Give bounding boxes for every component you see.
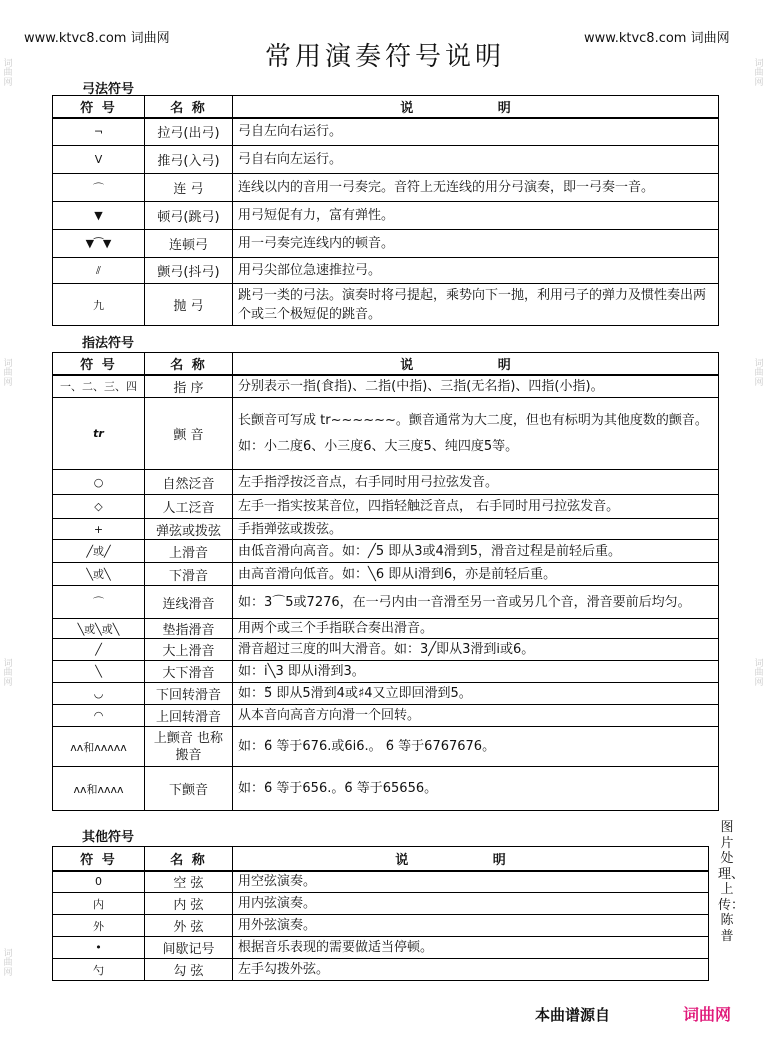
- header-symbol: 符 号: [53, 96, 145, 118]
- header-desc: 说 明: [233, 353, 719, 375]
- name-cell: 自然泛音: [145, 470, 233, 495]
- desc-cell: 如：3⌒5或7276，在一弓内由一音滑至另一音或另几个音，滑音要前后均匀。: [233, 586, 719, 619]
- table-row: [53, 118, 719, 146]
- name-cell: 拉弓(出弓): [145, 118, 233, 146]
- bow-table: [52, 95, 719, 326]
- symbol-cell: ◇: [53, 495, 145, 519]
- name-cell: 上滑音: [145, 540, 233, 563]
- side-watermark: 词曲网: [3, 59, 13, 88]
- symbol-cell: ▼: [53, 202, 145, 230]
- watermark-right: www.ktvc8.com 词曲网: [584, 31, 730, 46]
- table-row: [53, 661, 719, 683]
- desc-cell: 用两个或三个手指联合奏出滑音。: [233, 619, 719, 639]
- side-watermark: 词曲网: [754, 659, 764, 688]
- name-cell: 勾 弦: [145, 959, 233, 981]
- table-row: [53, 258, 719, 284]
- side-watermark: 词曲网: [3, 359, 13, 388]
- symbol-cell: ⌒: [53, 586, 145, 619]
- name-cell: 空 弦: [145, 871, 233, 893]
- desc-cell: 跳弓一类的弓法。演奏时将弓提起，乘势向下一抛，利用弓子的弹力及惯性奏出两个或三个极短促的跳音。: [233, 284, 719, 326]
- name-cell: 上颤音 也称搬音: [145, 727, 233, 767]
- name-cell: 下回转滑音: [145, 683, 233, 705]
- symbol-cell: 内: [53, 893, 145, 915]
- symbol-cell: V: [53, 146, 145, 174]
- table-row: [53, 683, 719, 705]
- page-title: 常用演奏符号说明: [264, 42, 505, 72]
- other-section-heading: 其他符号: [82, 830, 135, 845]
- table-row: [53, 202, 719, 230]
- desc-cell: 根据音乐表现的需要做适当停顿。: [233, 937, 709, 959]
- symbol-cell: ▼⁀▼: [53, 230, 145, 258]
- finger-table: [52, 352, 719, 811]
- symbol-cell: ◡: [53, 683, 145, 705]
- name-cell: 顿弓(跳弓): [145, 202, 233, 230]
- desc-cell: 弓自左向右运行。: [233, 118, 719, 146]
- table-row: [53, 893, 709, 915]
- name-cell: 下颤音: [145, 767, 233, 811]
- name-cell: 人工泛音: [145, 495, 233, 519]
- symbol-cell: ⫽: [53, 258, 145, 284]
- table-row: [53, 915, 709, 937]
- site-logo[interactable]: 词曲网: [683, 1005, 732, 1024]
- table-row: [53, 705, 719, 727]
- name-cell: 指 序: [145, 375, 233, 398]
- desc-cell: 用空弦演奏。: [233, 871, 709, 893]
- side-watermark: 词曲网: [754, 359, 764, 388]
- symbol-cell: ʌʌ和ʌʌʌʌʌ: [53, 727, 145, 767]
- name-cell: 垫指滑音: [145, 619, 233, 639]
- table-row: [53, 375, 719, 398]
- symbol-cell: 勺: [53, 959, 145, 981]
- name-cell: 推弓(入弓): [145, 146, 233, 174]
- header-symbol: 符 号: [53, 847, 145, 871]
- desc-cell: 由高音滑向低音。如：╲6 即从i滑到6，亦是前轻后重。: [233, 563, 719, 586]
- table-row: [53, 871, 709, 893]
- name-cell: 下滑音: [145, 563, 233, 586]
- desc-cell: 用外弦演奏。: [233, 915, 709, 937]
- symbol-cell: ╲或╲或╲: [53, 619, 145, 639]
- desc-cell: 手指弹弦或拨弦。: [233, 519, 719, 540]
- desc-cell: 长颤音可写成 tr~~~~~~。颤音通常为大二度，但也有标明为其他度数的颤音。如：小二度6̇、小三度6̇、大三度5̇、纯四度5̇等。: [233, 398, 719, 470]
- bow-section-heading: 弓法符号: [82, 82, 135, 97]
- name-cell: 间歇记号: [145, 937, 233, 959]
- name-cell: 连顿弓: [145, 230, 233, 258]
- name-cell: 大下滑音: [145, 661, 233, 683]
- symbol-cell: +: [53, 519, 145, 540]
- name-cell: 大上滑音: [145, 639, 233, 661]
- desc-cell: 如：i╲3 即从i滑到3。: [233, 661, 719, 683]
- header-name: 名 称: [145, 353, 233, 375]
- header-desc: 说 明: [233, 847, 709, 871]
- table-row: [53, 727, 719, 767]
- name-cell: 颤弓(抖弓): [145, 258, 233, 284]
- symbol-cell: •: [53, 937, 145, 959]
- symbol-cell: 一、二、三、四: [53, 375, 145, 398]
- name-cell: 外 弦: [145, 915, 233, 937]
- table-row: [53, 470, 719, 495]
- table-row: [53, 519, 719, 540]
- header-name: 名 称: [145, 847, 233, 871]
- header-desc: 说 明: [233, 96, 719, 118]
- table-row: [53, 959, 709, 981]
- image-credit: 图片处理、上传：陈普: [718, 820, 745, 944]
- table-row: [53, 495, 719, 519]
- table-row: [53, 284, 719, 326]
- symbol-cell: ╱或╱: [53, 540, 145, 563]
- symbol-cell: ◠: [53, 705, 145, 727]
- desc-cell: 用内弦演奏。: [233, 893, 709, 915]
- table-row: [53, 937, 709, 959]
- side-watermark: 词曲网: [3, 949, 13, 978]
- symbol-cell: ʌʌ和ʌʌʌʌ: [53, 767, 145, 811]
- symbol-cell: ╲或╲: [53, 563, 145, 586]
- symbol-cell: ○: [53, 470, 145, 495]
- table-row: [53, 586, 719, 619]
- other-table: [52, 846, 709, 981]
- name-cell: 上回转滑音: [145, 705, 233, 727]
- desc-cell: 如：5̆ 即从5滑到4或♯4又立即回滑到5。: [233, 683, 719, 705]
- symbol-cell: ¬: [53, 118, 145, 146]
- desc-cell: 左手勾拨外弦。: [233, 959, 709, 981]
- symbol-cell: 外: [53, 915, 145, 937]
- desc-cell: 左手一指实按某音位，四指轻触泛音点， 右手同时用弓拉弦发音。: [233, 495, 719, 519]
- table-row: [53, 174, 719, 202]
- desc-cell: 弓自右向左运行。: [233, 146, 719, 174]
- header-symbol: 符 号: [53, 353, 145, 375]
- table-row: [53, 230, 719, 258]
- symbol-cell: tr: [53, 398, 145, 470]
- table-row: [53, 146, 719, 174]
- desc-cell: 用一弓奏完连线内的顿音。: [233, 230, 719, 258]
- symbol-cell: ╲: [53, 661, 145, 683]
- header-name: 名 称: [145, 96, 233, 118]
- name-cell: 抛 弓: [145, 284, 233, 326]
- source-label: 本曲谱源自: [535, 1006, 611, 1024]
- name-cell: 弹弦或拨弦: [145, 519, 233, 540]
- table-row: [53, 398, 719, 470]
- name-cell: 内 弦: [145, 893, 233, 915]
- table-row: [53, 767, 719, 811]
- table-row: [53, 619, 719, 639]
- finger-section-heading: 指法符号: [82, 336, 135, 351]
- symbol-cell: ╱: [53, 639, 145, 661]
- desc-cell: 连线以内的音用一弓奏完。音符上无连线的用分弓演奏，即一弓奏一音。: [233, 174, 719, 202]
- symbol-cell: 0: [53, 871, 145, 893]
- side-watermark: 词曲网: [3, 659, 13, 688]
- name-cell: 连线滑音: [145, 586, 233, 619]
- desc-cell: 由低音滑向高音。如：╱5 即从3或4滑到5，滑音过程是前轻后重。: [233, 540, 719, 563]
- desc-cell: 如：6̃ 等于656.。6̃ 等于65656。: [233, 767, 719, 811]
- desc-cell: 滑音超过三度的叫大滑音。如：3╱即从3滑到i或6。: [233, 639, 719, 661]
- name-cell: 连 弓: [145, 174, 233, 202]
- desc-cell: 用弓短促有力，富有弹性。: [233, 202, 719, 230]
- side-watermark: 词曲网: [754, 59, 764, 88]
- table-row: [53, 563, 719, 586]
- symbol-cell: ⌒: [53, 174, 145, 202]
- desc-cell: 从本音向高音方向滑一个回转。: [233, 705, 719, 727]
- symbol-cell: 九: [53, 284, 145, 326]
- name-cell: 颤 音: [145, 398, 233, 470]
- desc-cell: 左手指浮按泛音点，右手同时用弓拉弦发音。: [233, 470, 719, 495]
- desc-cell: 如：6̃ 等于676.或6i6.。 6̃ 等于6767676。: [233, 727, 719, 767]
- desc-cell: 分别表示一指(食指)、二指(中指)、三指(无名指)、四指(小指)。: [233, 375, 719, 398]
- table-row: [53, 639, 719, 661]
- desc-cell: 用弓尖部位急速推拉弓。: [233, 258, 719, 284]
- watermark-left: www.ktvc8.com 词曲网: [24, 31, 170, 46]
- table-row: [53, 540, 719, 563]
